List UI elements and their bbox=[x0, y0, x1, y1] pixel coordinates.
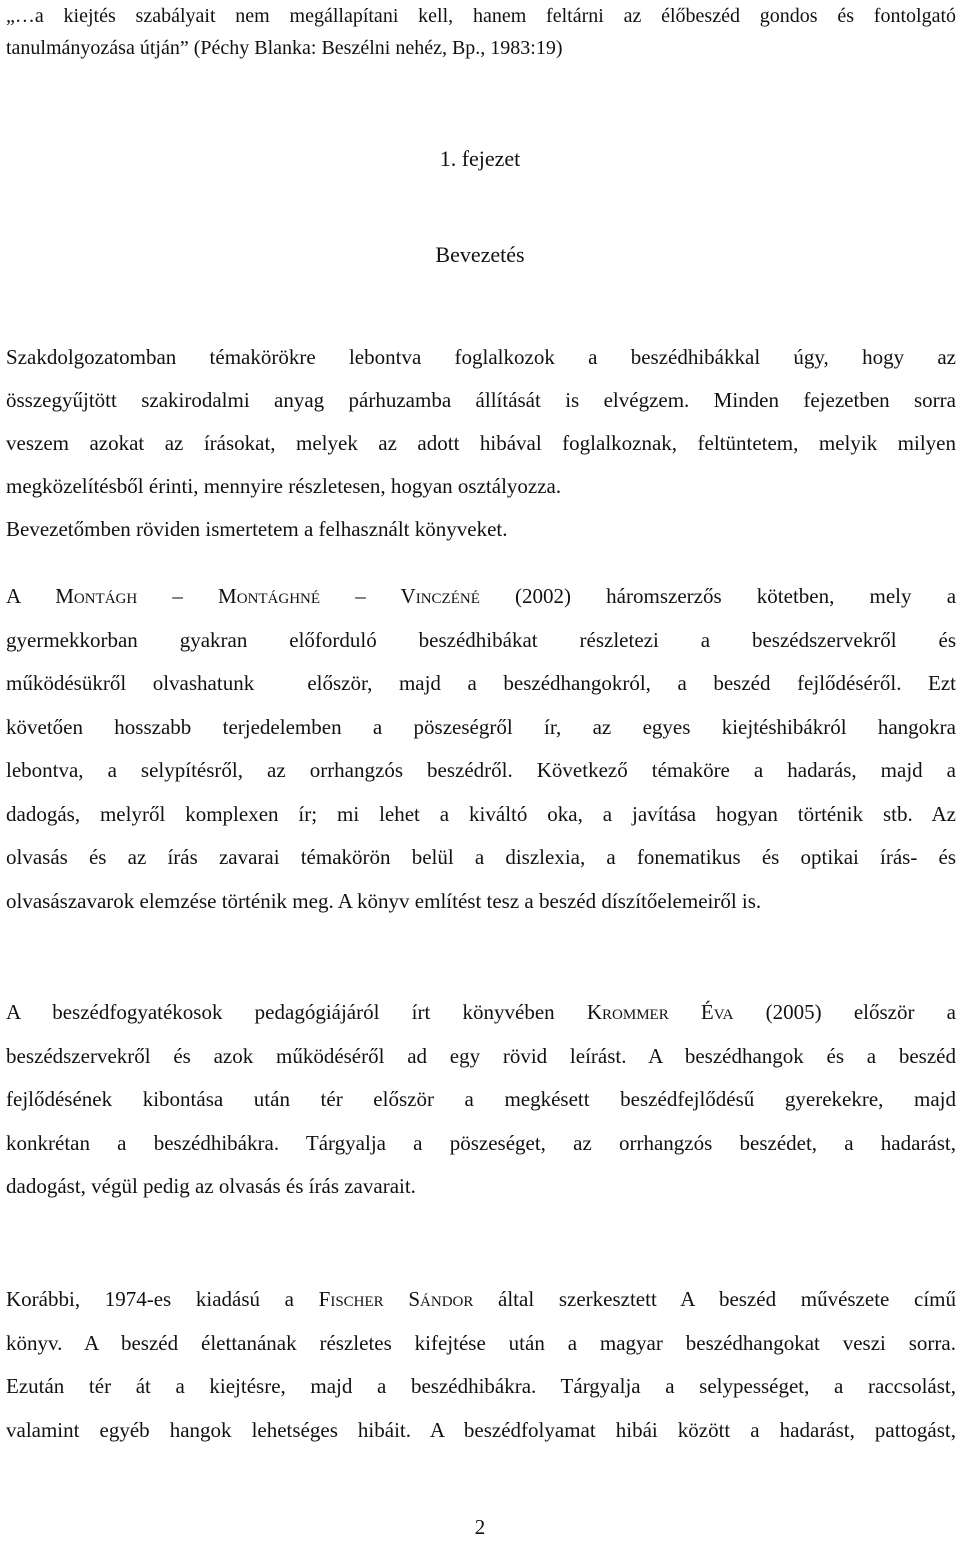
author-initial: K bbox=[586, 1000, 603, 1024]
author-initial: É bbox=[700, 1000, 714, 1024]
author-smallcaps: rommer bbox=[602, 1000, 669, 1024]
paragraph-line: lebontva, a selypítésről, az orrhangzós beszédről. Következő témaköre a hadarás, majd a bbox=[6, 758, 956, 782]
paragraph-line: összegyűjtött szakirodalmi anyag párhuzamba állítását is elvégzem. Minden fejezetben sorra bbox=[6, 388, 956, 412]
paragraph-montagh bbox=[6, 575, 956, 923]
chapter-number: 1. fejezet bbox=[439, 146, 521, 171]
quote-line: tanulmányozása útján” (Péchy Blanka: Beszélni nehéz, Bp., 1983:19) bbox=[6, 37, 563, 59]
author-name bbox=[218, 584, 320, 608]
chapter-title: Bevezetés bbox=[435, 242, 525, 267]
paragraph-line: gyermekkorban gyakran előforduló beszédhibákat részletezi a beszédszervekről és bbox=[6, 627, 956, 652]
paragraph-line: beszédszervekről és azok működéséről ad egy rövid leírást. A beszédhangok és a beszéd bbox=[6, 1043, 956, 1068]
paragraph-line: olvasás és az írás zavarai témakörön belül a diszlexia, a fonematikus és optikai írás- és bbox=[6, 845, 956, 869]
paragraph-line bbox=[6, 575, 956, 619]
author-initial: V bbox=[400, 584, 416, 608]
paragraph-line: konkrétan a beszédhibákra. Tárgyalja a pöszeséget, az orrhangzós beszédet, a hadarást, bbox=[6, 1130, 956, 1155]
paragraph-line bbox=[6, 1278, 956, 1322]
epigraph-quote bbox=[6, 0, 956, 64]
paragraph-line bbox=[6, 991, 956, 1035]
text-run: (2005) először a bbox=[733, 1000, 957, 1024]
author-initial: M bbox=[218, 584, 237, 608]
paragraph-fischer bbox=[6, 1278, 956, 1452]
paragraph-line: megközelítésből érinti, mennyire részletesen, hogyan osztályozza. bbox=[6, 474, 562, 498]
author-smallcaps: ontágh bbox=[73, 584, 138, 608]
text-run: A bbox=[6, 584, 56, 608]
paragraph-intro bbox=[6, 336, 956, 551]
paragraph-line: Ezután tér át a kiejtésre, majd a beszédhibákra. Tárgyalja a selypességet, a raccsolást, bbox=[6, 1374, 956, 1398]
editor-name bbox=[319, 1287, 474, 1311]
paragraph-line: dadogást, végül pedig az olvasás és írás zavarait. bbox=[6, 1174, 416, 1198]
separator: – bbox=[137, 584, 219, 608]
author-smallcaps: va bbox=[713, 1000, 734, 1024]
paragraph-line: fejlődésének kibontása után tér először a megkésett beszédfejlődésű gyerekekre, majd bbox=[6, 1087, 956, 1111]
editor-initial: F bbox=[318, 1287, 331, 1311]
author-smallcaps: ontághné bbox=[236, 584, 321, 608]
paragraph-krommer bbox=[6, 991, 956, 1209]
author-name bbox=[401, 584, 480, 608]
editor-initial: S bbox=[408, 1287, 421, 1311]
editor-smallcaps: ischer bbox=[330, 1287, 384, 1311]
text-run: által szerkesztett A beszéd művészete című bbox=[473, 1287, 956, 1311]
author-smallcaps: inczéné bbox=[415, 584, 480, 608]
paragraph-line: követően hosszabb terjedelemben a pöszeségről ír, az egyes kiejtéshibákról hangokra bbox=[6, 714, 956, 739]
paragraph-line: Szakdolgozatomban témakörökre lebontva foglalkozok a beszédhibákkal úgy, hogy az bbox=[6, 345, 956, 369]
author-name bbox=[55, 584, 137, 608]
paragraph-line: működésükről olvashatunk először, majd a beszédhangokról, a beszéd fejlődéséről. Ezt bbox=[6, 671, 956, 695]
author-name bbox=[587, 1000, 734, 1024]
text-run: (2002) háromszerzős kötetben, mely a bbox=[479, 584, 957, 608]
text-run: A beszédfogyatékosok pedagógiájáról írt könyvében bbox=[6, 1000, 587, 1024]
paragraph-line: valamint egyéb hangok lehetséges hibáit. A beszédfolyamat hibái között a hadarást, pattogást, bbox=[6, 1417, 956, 1442]
paragraph-line: olvasászavarok elemzése történik meg. A könyv említést tesz a beszéd díszítőelemeiről is. bbox=[6, 888, 762, 913]
paragraph-line: veszem azokat az írásokat, melyek az adott hibával foglalkoznak, feltüntetem, melyik milyen bbox=[6, 431, 956, 455]
text-run: Korábbi, 1974-es kiadású a bbox=[6, 1287, 319, 1311]
author-initial: M bbox=[55, 584, 74, 608]
text-run bbox=[669, 1000, 701, 1024]
separator: – bbox=[320, 584, 401, 608]
quote-line: „…a kiejtés szabályait nem megállapítani kell, hanem feltárni az élőbeszéd gondos és fontolgató bbox=[6, 5, 956, 27]
paragraph-line: könyv. A beszéd élettanának részletes kifejtése után a magyar beszédhangokat veszi sorra. bbox=[6, 1330, 956, 1355]
page-number: 2 bbox=[474, 1515, 486, 1539]
paragraph-line: Bevezetőmben röviden ismertetem a felhasznált könyveket. bbox=[6, 517, 508, 541]
editor-smallcaps: ándor bbox=[420, 1287, 474, 1311]
text-run bbox=[384, 1287, 409, 1311]
paragraph-line: dadogás, melyről komplexen ír; mi lehet a kiváltó oka, a javítása hogyan történik stb. Az bbox=[6, 801, 956, 826]
